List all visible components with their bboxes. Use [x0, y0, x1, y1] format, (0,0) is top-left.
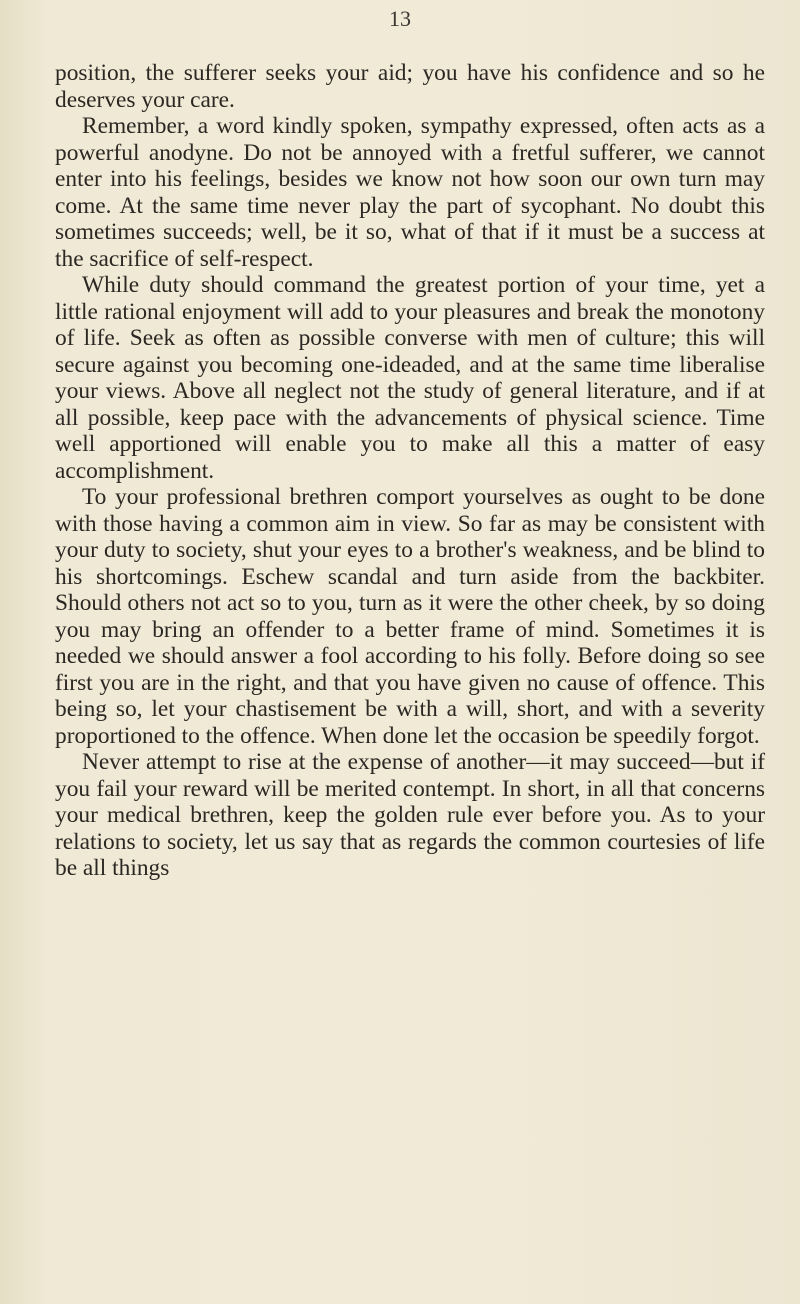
paragraph-4: To your professional brethren comport yourselves as ought to be done with those having a common aim in view. So far as may be consistent with your duty to society, shut your eyes to a brother's weakness, and be blind to his shortcomings. Eschew scandal and turn aside from the backbiter. Should others not act so to you, turn as it were the other cheek, by so doing you may bring an offender to a better frame of mind. Sometimes it is needed we should answer a fool according to his folly. Before doing so see first you are in the right, and that you have given no cause of offence. This being so, let your chastisement be with a will, short, and with a severity proportioned to the offence. When done let the occasion be speedily forgot. — [55, 484, 765, 749]
body-text — [55, 60, 765, 882]
page-number: 13 — [389, 6, 411, 31]
paragraph-5: Never attempt to rise at the expense of another—it may succeed—but if you fail your reward will be merited contempt. In short, in all that concerns your medical brethren, keep the golden rule ever before you. As to your relations to society, let us say that as regards the common courtesies of life be all things — [55, 749, 765, 881]
paragraph-3: While duty should command the greatest portion of your time, yet a little rational enjoyment will add to your pleasures and break the monotony of life. Seek as often as possible converse with men of culture; this will secure against you becoming one-ideaded, and at the same time liberalise your views. Above all neglect not the study of general literature, and if at all possible, keep pace with the advancements of physical science. Time well apportioned will enable you to make all this a matter of easy accomplishment. — [55, 272, 765, 484]
paragraph-2: Remember, a word kindly spoken, sympathy expressed, often acts as a powerful anodyne. Do not be annoyed with a fretful sufferer, we cannot enter into his feelings, besides we know not how soon our own turn may come. At the same time never play the part of sycophant. No doubt this sometimes succeeds; well, be it so, what of that if it must be a success at the sacrifice of self-respect. — [55, 113, 765, 272]
paragraph-1: position, the sufferer seeks your aid; you have his confidence and so he deserves your care. — [55, 60, 765, 113]
